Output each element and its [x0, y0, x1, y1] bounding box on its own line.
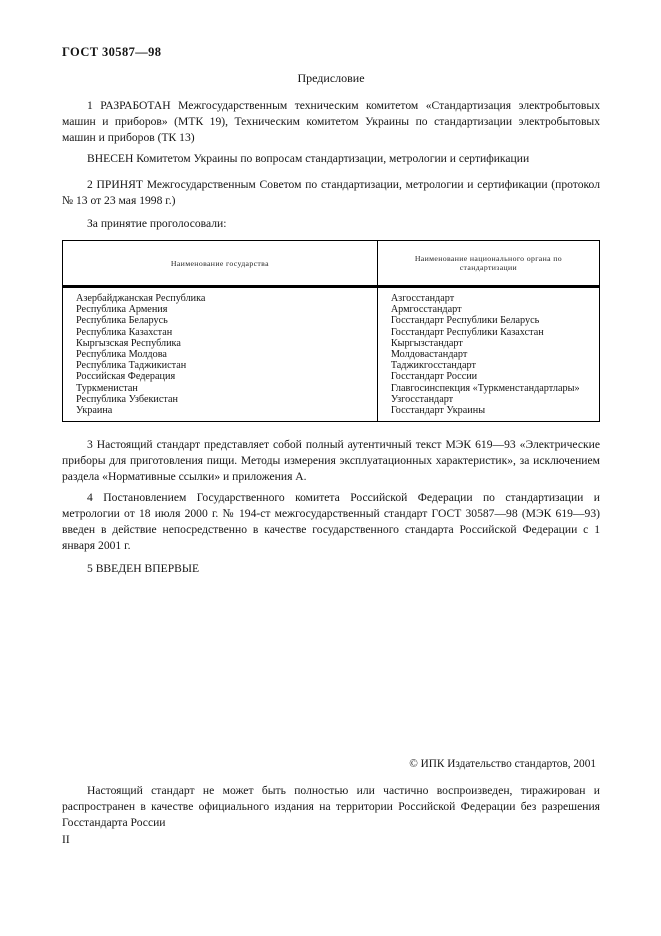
state-cell: Азербайджанская Республика — [63, 287, 378, 305]
state-cell: Республика Таджикистан — [63, 360, 378, 371]
paragraph-authentic-text: 3 Настоящий стандарт представляет собой полный аутентичный текст МЭК 619—93 «Электрические приборы для приготовления пищи. Методы измерения эксплуатационных характеристик», за исключением раздела «Нормативные ссылки» и приложения А. — [62, 438, 600, 484]
copyright-line: © ИПК Издательство стандартов, 2001 — [409, 758, 596, 770]
state-cell: Украина — [63, 405, 378, 422]
body-cell: Госстандарт Республики Казахстан — [390, 326, 544, 338]
table-row — [63, 405, 600, 422]
vote-table-header-state: Наименование государства — [63, 241, 378, 287]
preface-title: Предисловие — [297, 71, 365, 85]
vote-table-body — [63, 287, 600, 422]
paragraph-first-introduced: 5 ВВЕДЕН ВПЕРВЫЕ — [87, 562, 200, 576]
state-cell: Республика Беларусь — [63, 315, 378, 326]
paragraph-vote-intro: За принятие проголосовали: — [87, 217, 227, 230]
table-row — [63, 383, 600, 394]
vote-table-head — [63, 241, 600, 287]
table-row — [63, 349, 600, 360]
body-cell: Главгосинспекция «Туркменстандартлары» — [390, 382, 580, 394]
table-row — [63, 304, 600, 315]
vote-table — [62, 240, 600, 422]
doc-code: ГОСТ 30587—98 — [62, 45, 162, 59]
paragraph-submitted: ВНЕСЕН Комитетом Украины по вопросам стандартизации, метрологии и сертификации — [87, 152, 530, 165]
table-row — [63, 287, 600, 305]
paragraph-enactment: 4 Постановлением Государственного комитета Российской Федерации по стандартизации и метрологии от 18 июля 2000 г. № 194-ст межгосударственный стандарт ГОСТ 30587—98 (МЭК 619—93) введен в действие непосредственно в качестве государственного стандарта Российской Федерации с 1 января 2001 г. — [62, 491, 600, 553]
page-footer — [62, 756, 600, 831]
vote-table-header-row — [63, 241, 600, 287]
body-cell: Госстандарт России — [390, 371, 478, 383]
reproduction-notice: Настоящий стандарт не может быть полностью или частично воспроизведен, тиражирован и распространен в качестве официального издания на территории Российской Федерации без разрешения Госстандарта России — [62, 784, 600, 829]
body-cell: Армгосстандарт — [390, 304, 462, 316]
body-cell: Кыргызстандарт — [390, 337, 463, 349]
state-cell: Российская Федерация — [63, 371, 378, 382]
table-row — [63, 338, 600, 349]
table-row — [63, 327, 600, 338]
body-cell: Молдовастандарт — [390, 349, 468, 361]
body-cell: Госстандарт Республики Беларусь — [390, 315, 540, 327]
table-row — [63, 394, 600, 405]
state-cell: Кыргызская Республика — [63, 338, 378, 349]
state-cell: Туркменистан — [63, 383, 378, 394]
paragraph-developed: 1 РАЗРАБОТАН Межгосударственным техническим комитетом «Стандартизация электробытовых машин и приборов» (МТК 19), Техническим комитетом Украины по стандартизации электробытовых машин и приборов (ТК 13) — [62, 99, 600, 144]
body-cell: Госстандарт Украины — [390, 405, 486, 417]
state-cell: Республика Молдова — [63, 349, 378, 360]
table-row — [63, 315, 600, 326]
page-number: II — [62, 834, 70, 846]
body-cell: Азгосстандарт — [390, 293, 455, 304]
body-cell: Таджикгосстандарт — [390, 360, 476, 372]
state-cell: Республика Казахстан — [63, 327, 378, 338]
state-cell: Республика Узбекистан — [63, 394, 378, 405]
state-cell: Республика Армения — [63, 304, 378, 315]
vote-table-header-body: Наименование национального органа по стандартизации — [377, 241, 599, 287]
body-cell: Узгосстандарт — [390, 393, 454, 405]
table-row — [63, 371, 600, 382]
table-row — [63, 360, 600, 371]
paragraph-adopted: 2 ПРИНЯТ Межгосударственным Советом по стандартизации, метрологии и сертификации (протокол № 13 от 23 мая 1998 г.) — [62, 178, 600, 207]
